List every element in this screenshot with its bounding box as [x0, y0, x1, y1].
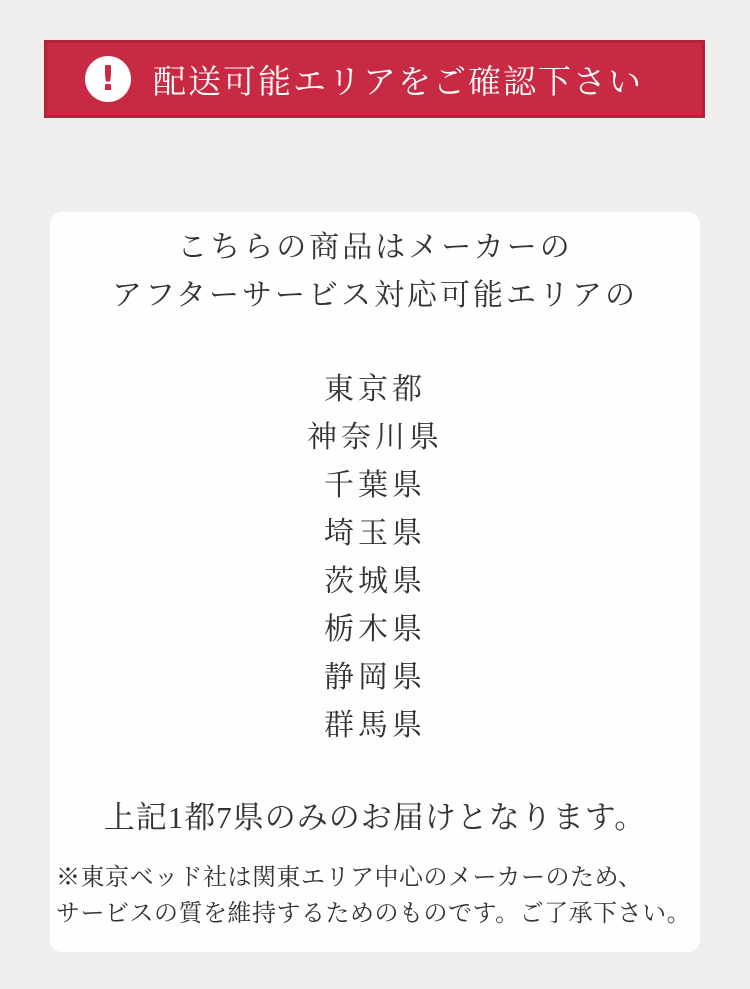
exclamation-glyph: ! [100, 59, 116, 99]
prefecture-item-ibaraki: 茨城県 [324, 565, 426, 598]
intro-line-1: こちらの商品はメーカーの [177, 231, 573, 264]
info-card [50, 212, 700, 952]
prefecture-item-shizuoka: 静岡県 [324, 661, 426, 694]
prefecture-item-chiba: 千葉県 [324, 469, 426, 502]
summary-text: 上記1都7県のみのお届けとなります。 [103, 800, 647, 835]
note-line-1: ※東京ベッド社は関東エリア中心のメーカーのため、 [56, 865, 643, 891]
prefecture-item-saitama: 埼玉県 [324, 517, 426, 550]
exclamation-icon [85, 56, 131, 102]
note-text [50, 860, 700, 932]
prefecture-item-kanagawa: 神奈川県 [307, 421, 443, 454]
alert-banner [44, 40, 705, 118]
intro-text [50, 224, 700, 320]
prefecture-item-tochigi: 栃木県 [324, 613, 426, 646]
prefecture-list [50, 366, 700, 750]
banner-title: 配送可能エリアをご確認下さい [153, 64, 643, 101]
prefecture-item-gunma: 群馬県 [324, 709, 426, 742]
intro-line-2: アフターサービス対応可能エリアの [112, 279, 638, 312]
prefecture-item-tokyo: 東京都 [324, 373, 426, 406]
note-line-2: サービスの質を維持するためのものです。ご了承下さい。 [56, 901, 692, 927]
